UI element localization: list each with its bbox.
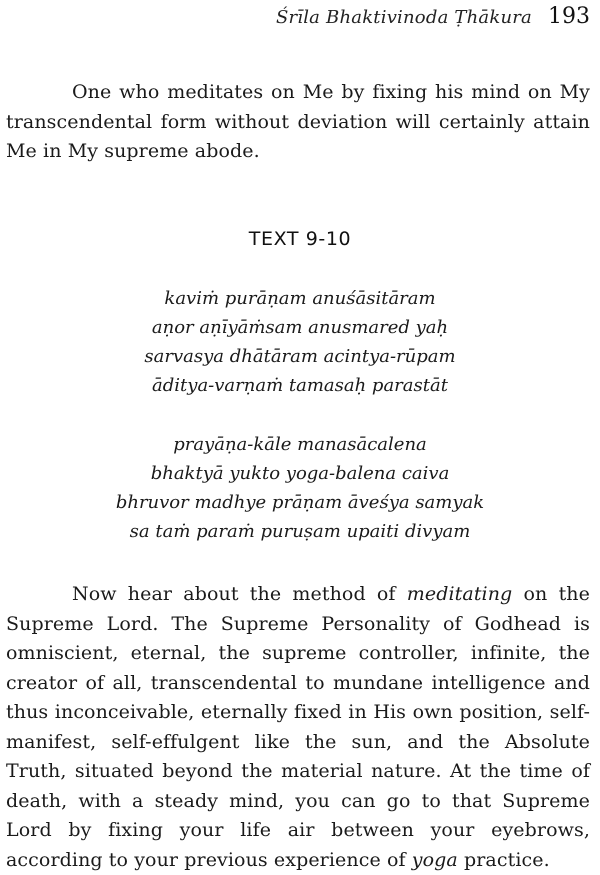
- page-number: 193: [548, 4, 590, 29]
- verse-line: aṇor aṇīyāṁsam anusmared yaḥ: [151, 317, 449, 338]
- verse-stanza-1: [0, 284, 600, 400]
- verse-line: sa taṁ paraṁ puruṣam upaiti divyam: [129, 521, 471, 542]
- commentary-text-3: practice.: [457, 848, 550, 871]
- verse-line: sarvasya dhātāram acintya-rūpam: [144, 346, 456, 367]
- commentary-emphasis-meditating: meditating: [406, 583, 513, 605]
- running-header: [276, 4, 590, 29]
- running-title: Śrīla Bhaktivinoda Ṭhākura: [275, 7, 532, 28]
- commentary-emphasis-yoga: yoga: [411, 848, 458, 871]
- verse-stanza-2: [0, 430, 600, 546]
- verse-line: bhruvor madhye prāṇam āveśya samyak: [115, 492, 485, 513]
- verse-line: prayāṇa-kāle manasācalena: [173, 434, 427, 455]
- verse-line: kaviṁ purāṇam anuśāsitāram: [164, 288, 436, 309]
- text-heading: TEXT 9-10: [248, 228, 352, 250]
- verse-line: bhaktyā yukto yoga-balena caiva: [150, 463, 450, 484]
- commentary-text-2: on the Supreme Lord. The Supreme Personality of Godhead is omniscient, eternal, the supreme controller, infinite, the creator of all, transcendental to mundane intelligence and thus inconceivable, eternally fixed in His own position, self-manifest, self-effulgent like the sun, and the Absolute Truth, situated beyond the material nature. At the time of death, with a steady mind, you can go to that Supreme Lord by fixing your life air between your eyebrows, according to your previous experience of: [6, 583, 590, 871]
- intro-paragraph: [6, 78, 590, 167]
- commentary-text-1: Now hear about the method of: [72, 583, 407, 605]
- verse-line: āditya-varṇaṁ tamasaḥ parastāt: [152, 375, 448, 396]
- commentary-paragraph: [6, 580, 590, 875]
- intro-paragraph-text: One who meditates on Me by fixing his mind on My transcendental form without deviation will certainly attain Me in My supreme abode.: [6, 81, 590, 162]
